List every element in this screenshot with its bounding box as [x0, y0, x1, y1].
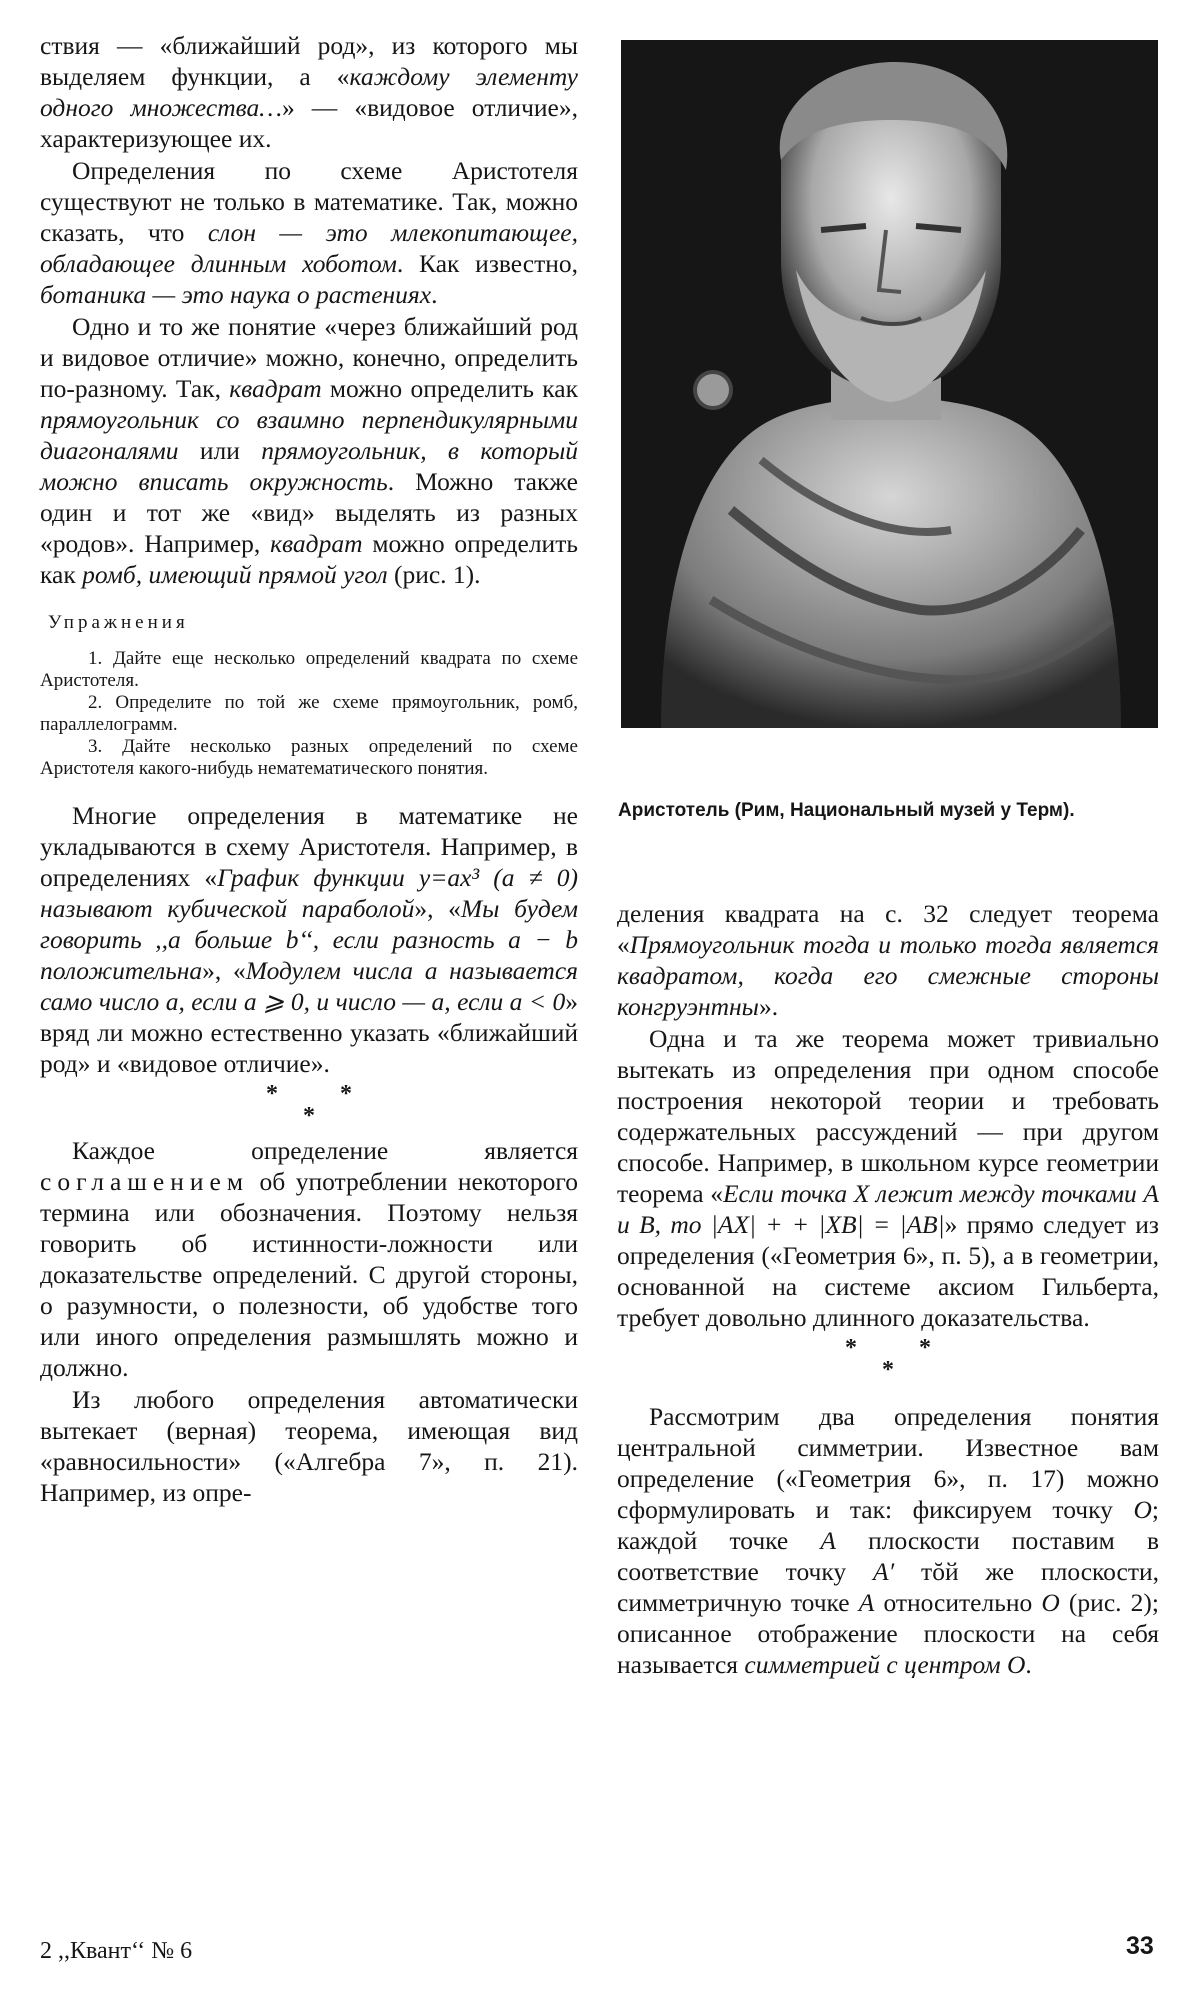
text-run: (рис. 1). — [387, 560, 481, 589]
text-run: относительно — [874, 1588, 1042, 1617]
italic-run: симметрией с центром O — [744, 1650, 1026, 1679]
text-run: ». — [758, 992, 779, 1021]
italic-run: ромб, имеющий прямой угол — [82, 560, 388, 589]
paragraph — [617, 1401, 1159, 1680]
paragraph — [40, 30, 578, 154]
paragraph — [617, 1023, 1159, 1333]
exercise-item: 3. Дайте несколько разных определений по схеме Аристотеля какого-нибудь нематематического понятия. — [40, 736, 578, 779]
page-number: 33 — [1126, 1932, 1154, 1960]
text-run: ствия — «ближайший род», из которого мы выделяем функции, а « — [40, 31, 578, 91]
italic-run: каждому элементу одного множества… — [40, 62, 579, 122]
italic-run: прямоугольник, в который можно вписать окружность — [40, 436, 578, 496]
text-run: » — «видовое отличие», характеризующее их. — [40, 93, 578, 153]
italic-run: слон — это млекопитающее, обладающее длинным хоботом — [40, 218, 578, 278]
text-run: плоскости поставим в соответствие точку — [617, 1526, 1159, 1586]
text-run: . Как известно, — [396, 249, 578, 278]
italic-run: прямоугольник со взаимно перпендикулярными диагоналями — [40, 405, 578, 465]
exercises-heading: Упражнения — [48, 612, 189, 633]
paragraph — [40, 800, 578, 1079]
italic-run: Если точка X лежит между точками A и B, то |AX| + + |XB| = |AB| — [617, 1179, 1160, 1239]
section-divider: * * * — [845, 1335, 959, 1383]
paragraph — [40, 311, 578, 590]
text-run: Одно и то же понятие «через ближайший род и видовое отличие» можно, конечно, определить по-разному. Так, — [40, 312, 578, 403]
text-run: Из любого определения автоматически вытекает (верная) теорема, имеющая вид «равносильности» («Алгебра 7», п. 21). Например, из опре- — [40, 1385, 578, 1507]
exercises-block — [40, 612, 578, 780]
text-run: можно определить как — [321, 374, 578, 403]
text-run: об употреблении некоторого термина или обозначения. Поэтому нельзя говорить об истинности-ложности или доказательстве определений. С другой стороны, о разумности, о полезности, об удобстве того или иного определения размышлять можно и должно. — [40, 1167, 578, 1382]
aristotle-bust-photo — [621, 40, 1158, 728]
aristotle-bust-image — [621, 40, 1158, 728]
text-run: Рассмотрим два определения понятия центральной симметрии. Известное вам определение («Геометрия 6», п. 17) можно сформулировать и так: фиксируем точку — [617, 1402, 1159, 1524]
text-run: Одна и та же теорема может тривиально вытекать из определения при одном способе построения некоторой теории и требовать содержательных рассуждений — при другом способе. Например, в школьном курсе геометрии теорема « — [617, 1024, 1159, 1208]
text-run: » вряд ли можно естественно указать «ближайший род» и «видовое отличие». — [40, 987, 578, 1078]
footer-issue-label: 2 ,,Квант‘‘ № 6 — [40, 1938, 193, 1964]
section-divider: * * * — [266, 1081, 380, 1129]
text-run: », « — [202, 956, 246, 985]
italic-run: O — [1133, 1495, 1152, 1524]
text-run: тŏй же плоскости, симметричную точке — [617, 1557, 1159, 1617]
text-run: можно определить как — [40, 529, 578, 589]
italic-run: График функции y=ax³ (a ≠ 0) называют кубической параболой — [40, 863, 578, 923]
italic-run: квадрат — [270, 529, 363, 558]
exercise-item: 1. Дайте еще несколько определений квадрата по схеме Аристотеля. — [40, 648, 578, 691]
exercise-item: 2. Определите по той же схеме прямоугольник, ромб, параллелограмм. — [40, 692, 578, 735]
italic-run: A′ — [873, 1557, 895, 1586]
left-column — [40, 30, 578, 1508]
italic-run: ботаника — это наука о растениях — [40, 280, 432, 309]
italic-run: Прямоугольник тогда и только тогда является квадратом, когда его смежные стороны конгруэнтны — [617, 930, 1159, 1021]
right-column — [617, 898, 1159, 1680]
text-run: . — [431, 280, 438, 309]
text-run: или — [178, 436, 262, 465]
italic-run: Мы будем говорить ,,a больше b‘‘, если разность a − b положительна — [40, 894, 579, 985]
paragraph — [617, 898, 1159, 1022]
text-run: Каждое определение является — [72, 1136, 578, 1165]
text-run: . Можно также один и тот же «вид» выделять из разных «родов». Например, — [40, 467, 578, 558]
text-run: Многие определения в математике не укладываются в схему Аристотеля. Например, в определениях « — [40, 801, 578, 892]
italic-run: A — [820, 1526, 836, 1555]
italic-run: Модулем числа a называется само число a, если a ⩾ 0, и число — a, если a < 0 — [40, 956, 578, 1016]
text-run: Определения по схеме Аристотеля существуют не только в математике. Так, можно сказать, что — [40, 156, 578, 247]
italic-run: A — [858, 1588, 875, 1617]
text-run: деления квадрата на с. 32 следует теорема « — [617, 899, 1159, 959]
text-run: » прямо следует из определения («Геометрия 6», п. 5), а в геометрии, основанной на системе аксиом Гильберта, требует довольно длинного доказательства. — [617, 1210, 1160, 1332]
text-run: », « — [414, 894, 461, 923]
paragraph — [40, 1384, 578, 1508]
text-run: . — [1025, 1650, 1032, 1679]
paragraph — [40, 155, 578, 310]
italic-run: O — [1041, 1588, 1060, 1617]
text-run: ; каждой точке — [617, 1495, 1159, 1555]
paragraph — [40, 1135, 578, 1383]
italic-run: квадрат — [229, 374, 322, 403]
figure-caption: Аристотель (Рим, Национальный музей у Терм). — [618, 800, 1075, 821]
text-run: (рис. 2); описанное отображение плоскости на себя называется — [617, 1588, 1159, 1679]
spaced-run: соглашением — [40, 1167, 249, 1196]
